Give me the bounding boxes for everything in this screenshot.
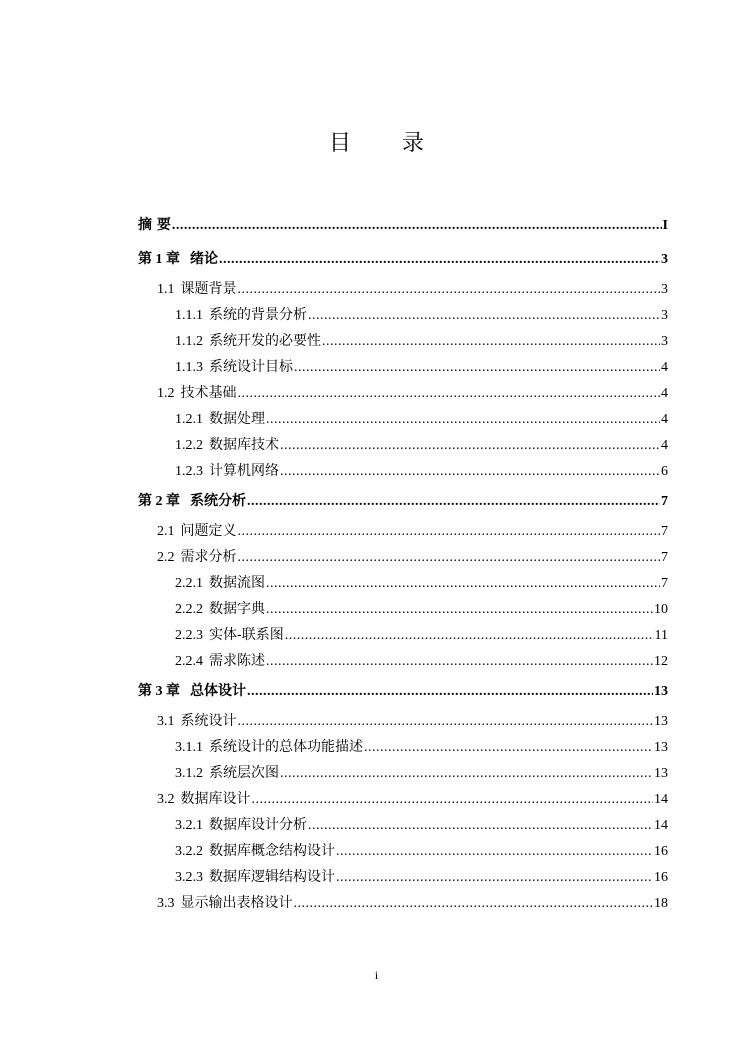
toc-entry-number: 第 2 章 (138, 494, 180, 509)
toc-entry-page-number: 7 (661, 576, 668, 591)
toc-entry-level-3[interactable] (138, 596, 668, 622)
toc-entry-number: 第 1 章 (138, 252, 180, 267)
toc-entry-number: 1.1 (157, 282, 175, 297)
toc-entry-label (175, 406, 265, 433)
toc-entry-number: 第 3 章 (138, 684, 180, 699)
toc-entry-number: 1.2.2 (175, 438, 203, 453)
toc-entry-label (175, 838, 335, 865)
toc-entry-level-2[interactable] (138, 544, 668, 570)
dot-leader (266, 649, 653, 675)
dot-leader (294, 891, 654, 917)
dot-leader (238, 709, 654, 735)
toc-entry-level-3[interactable] (138, 648, 668, 674)
toc-entry-level-1[interactable] (138, 484, 668, 518)
toc-entry-title: 系统设计的总体功能描述 (209, 739, 363, 755)
toc-entry-page-number: 16 (654, 844, 668, 859)
toc-entry-title: 技术基础 (180, 385, 237, 401)
toc-entry-number: 2.2 (157, 550, 175, 565)
toc-entry-level-3[interactable] (138, 458, 668, 484)
toc-entry-number: 2.2.4 (175, 654, 203, 669)
toc-entry-page-number: 3 (661, 308, 668, 323)
toc-entry-level-2[interactable] (138, 380, 668, 406)
dot-leader (247, 485, 660, 519)
toc-entry-label (157, 890, 293, 917)
dot-leader (285, 623, 654, 649)
toc-entry-title: 数据库设计 (180, 791, 251, 807)
toc-entry-title: 系统分析 (190, 493, 246, 509)
toc-entry-title: 摘 要 (138, 217, 171, 233)
dot-leader (238, 381, 661, 407)
toc-entry-title: 总体设计 (190, 683, 246, 699)
toc-entry-level-2[interactable] (138, 708, 668, 734)
dot-leader (308, 303, 660, 329)
toc-entry-label (175, 622, 284, 649)
toc-entry-label (175, 302, 307, 329)
toc-entry-number: 3.1 (157, 714, 175, 729)
toc-entry-number: 1.1.3 (175, 360, 203, 375)
dot-leader (308, 813, 653, 839)
toc-entry-number: 3.2.2 (175, 844, 203, 859)
toc-entry-page-number: 10 (654, 602, 668, 617)
toc-entry-page-number: 3 (661, 252, 668, 267)
toc-entry-level-3[interactable] (138, 760, 668, 786)
toc-entry-number: 3.3 (157, 896, 175, 911)
toc-entry-page-number: 13 (654, 740, 668, 755)
dot-leader (280, 433, 660, 459)
toc-entry-label (175, 648, 265, 675)
toc-entry-level-1[interactable] (138, 208, 668, 242)
toc-entry-number: 3.2.1 (175, 818, 203, 833)
toc-entry-page-number: 16 (654, 870, 668, 885)
dot-leader (322, 329, 660, 355)
toc-entry-title: 实体-联系图 (209, 627, 284, 643)
toc-entry-level-3[interactable] (138, 432, 668, 458)
toc-entry-number: 3.1.1 (175, 740, 203, 755)
dot-leader (280, 761, 653, 787)
toc-entry-page-number: 4 (661, 438, 668, 453)
toc-entry-label (175, 596, 265, 623)
toc-entry-page-number: 7 (661, 494, 668, 509)
table-of-contents (138, 208, 668, 916)
toc-entry-number: 3.2.3 (175, 870, 203, 885)
toc-entry-label (157, 544, 237, 571)
toc-entry-number: 1.2 (157, 386, 175, 401)
toc-entry-page-number: 12 (654, 654, 668, 669)
toc-entry-level-3[interactable] (138, 622, 668, 648)
toc-entry-title: 计算机网络 (209, 463, 279, 479)
toc-entry-page-number: 3 (661, 282, 668, 297)
page-title: 目 录 (329, 131, 446, 156)
toc-entry-page-number: 7 (661, 524, 668, 539)
page-number-footer: i (374, 968, 379, 982)
dot-leader (280, 459, 660, 485)
toc-entry-title: 课题背景 (180, 281, 237, 297)
toc-entry-title: 数据库设计分析 (209, 817, 307, 833)
dot-leader (294, 355, 660, 381)
toc-entry-page-number: 18 (654, 896, 668, 911)
dot-leader (266, 571, 660, 597)
toc-entry-title: 需求分析 (180, 549, 237, 565)
toc-entry-label (138, 674, 246, 709)
toc-entry-label (138, 242, 218, 277)
toc-entry-label (157, 276, 237, 303)
toc-entry-page-number: 11 (654, 628, 668, 643)
toc-entry-label (157, 786, 251, 813)
toc-entry-title: 系统层次图 (209, 765, 279, 781)
toc-entry-label (175, 864, 335, 891)
toc-entry-level-3[interactable] (138, 302, 668, 328)
toc-entry-page-number: 4 (661, 386, 668, 401)
toc-entry-number: 3.1.2 (175, 766, 203, 781)
toc-entry-level-3[interactable] (138, 812, 668, 838)
toc-entry-page-number: 13 (654, 684, 668, 699)
toc-entry-label (138, 208, 171, 242)
dot-leader (238, 277, 661, 303)
toc-entry-number: 2.2.3 (175, 628, 203, 643)
toc-entry-page-number: 14 (654, 792, 668, 807)
toc-entry-page-number: 13 (654, 766, 668, 781)
toc-entry-title: 绪论 (190, 251, 218, 267)
dot-leader (266, 407, 660, 433)
toc-entry-number: 2.2.1 (175, 576, 203, 591)
toc-entry-title: 系统设计目标 (209, 359, 293, 375)
toc-entry-level-3[interactable] (138, 838, 668, 864)
dot-leader (238, 519, 661, 545)
toc-entry-label (175, 734, 363, 761)
toc-entry-page-number: 6 (661, 464, 668, 479)
toc-entry-page-number: I (662, 218, 668, 233)
dot-leader (252, 787, 654, 813)
toc-entry-title: 数据库逻辑结构设计 (209, 869, 335, 885)
toc-entry-page-number: 14 (654, 818, 668, 833)
toc-entry-level-1[interactable] (138, 674, 668, 708)
toc-entry-label (175, 354, 293, 381)
toc-entry-label (175, 328, 321, 355)
dot-leader (238, 545, 661, 571)
toc-entry-title: 数据库技术 (209, 437, 279, 453)
dot-leader (364, 735, 653, 761)
toc-entry-title: 系统设计 (180, 713, 237, 729)
toc-entry-level-3[interactable] (138, 328, 668, 354)
toc-entry-level-2[interactable] (138, 786, 668, 812)
toc-entry-page-number: 4 (661, 412, 668, 427)
dot-leader (336, 839, 653, 865)
dot-leader (172, 209, 662, 243)
toc-entry-page-number: 13 (654, 714, 668, 729)
toc-entry-title: 数据库概念结构设计 (209, 843, 335, 859)
toc-entry-title: 显示输出表格设计 (180, 895, 293, 911)
toc-entry-number: 1.1.2 (175, 334, 203, 349)
toc-entry-number: 1.2.3 (175, 464, 203, 479)
toc-entry-label (175, 458, 279, 485)
toc-entry-level-3[interactable] (138, 406, 668, 432)
toc-entry-number: 1.1.1 (175, 308, 203, 323)
toc-entry-number: 1.2.1 (175, 412, 203, 427)
toc-entry-label (175, 570, 265, 597)
toc-entry-level-2[interactable] (138, 518, 668, 544)
toc-entry-level-3[interactable] (138, 734, 668, 760)
dot-leader (336, 865, 653, 891)
dot-leader (266, 597, 653, 623)
toc-entry-page-number: 7 (661, 550, 668, 565)
toc-entry-page-number: 3 (661, 334, 668, 349)
toc-entry-level-2[interactable] (138, 890, 668, 916)
toc-entry-label (138, 484, 246, 519)
toc-entry-number: 3.2 (157, 792, 175, 807)
toc-entry-title: 数据字典 (209, 601, 265, 617)
dot-leader (247, 675, 653, 709)
toc-entry-page-number: 4 (661, 360, 668, 375)
toc-entry-label (157, 380, 237, 407)
toc-entry-label (175, 812, 307, 839)
toc-entry-title: 系统的背景分析 (209, 307, 307, 323)
toc-entry-title: 需求陈述 (209, 653, 265, 669)
toc-entry-label (175, 760, 279, 787)
toc-entry-title: 问题定义 (180, 523, 237, 539)
toc-entry-title: 系统开发的必要性 (209, 333, 321, 349)
toc-entry-level-1[interactable] (138, 242, 668, 276)
toc-entry-level-3[interactable] (138, 354, 668, 380)
toc-entry-label (157, 518, 237, 545)
toc-entry-level-3[interactable] (138, 864, 668, 890)
toc-entry-level-3[interactable] (138, 570, 668, 596)
toc-entry-label (157, 708, 237, 735)
toc-entry-title: 数据流图 (209, 575, 265, 591)
toc-entry-label (175, 432, 279, 459)
toc-entry-title: 数据处理 (209, 411, 265, 427)
toc-entry-number: 2.1 (157, 524, 175, 539)
toc-entry-number: 2.2.2 (175, 602, 203, 617)
toc-entry-level-2[interactable] (138, 276, 668, 302)
dot-leader (219, 243, 660, 277)
